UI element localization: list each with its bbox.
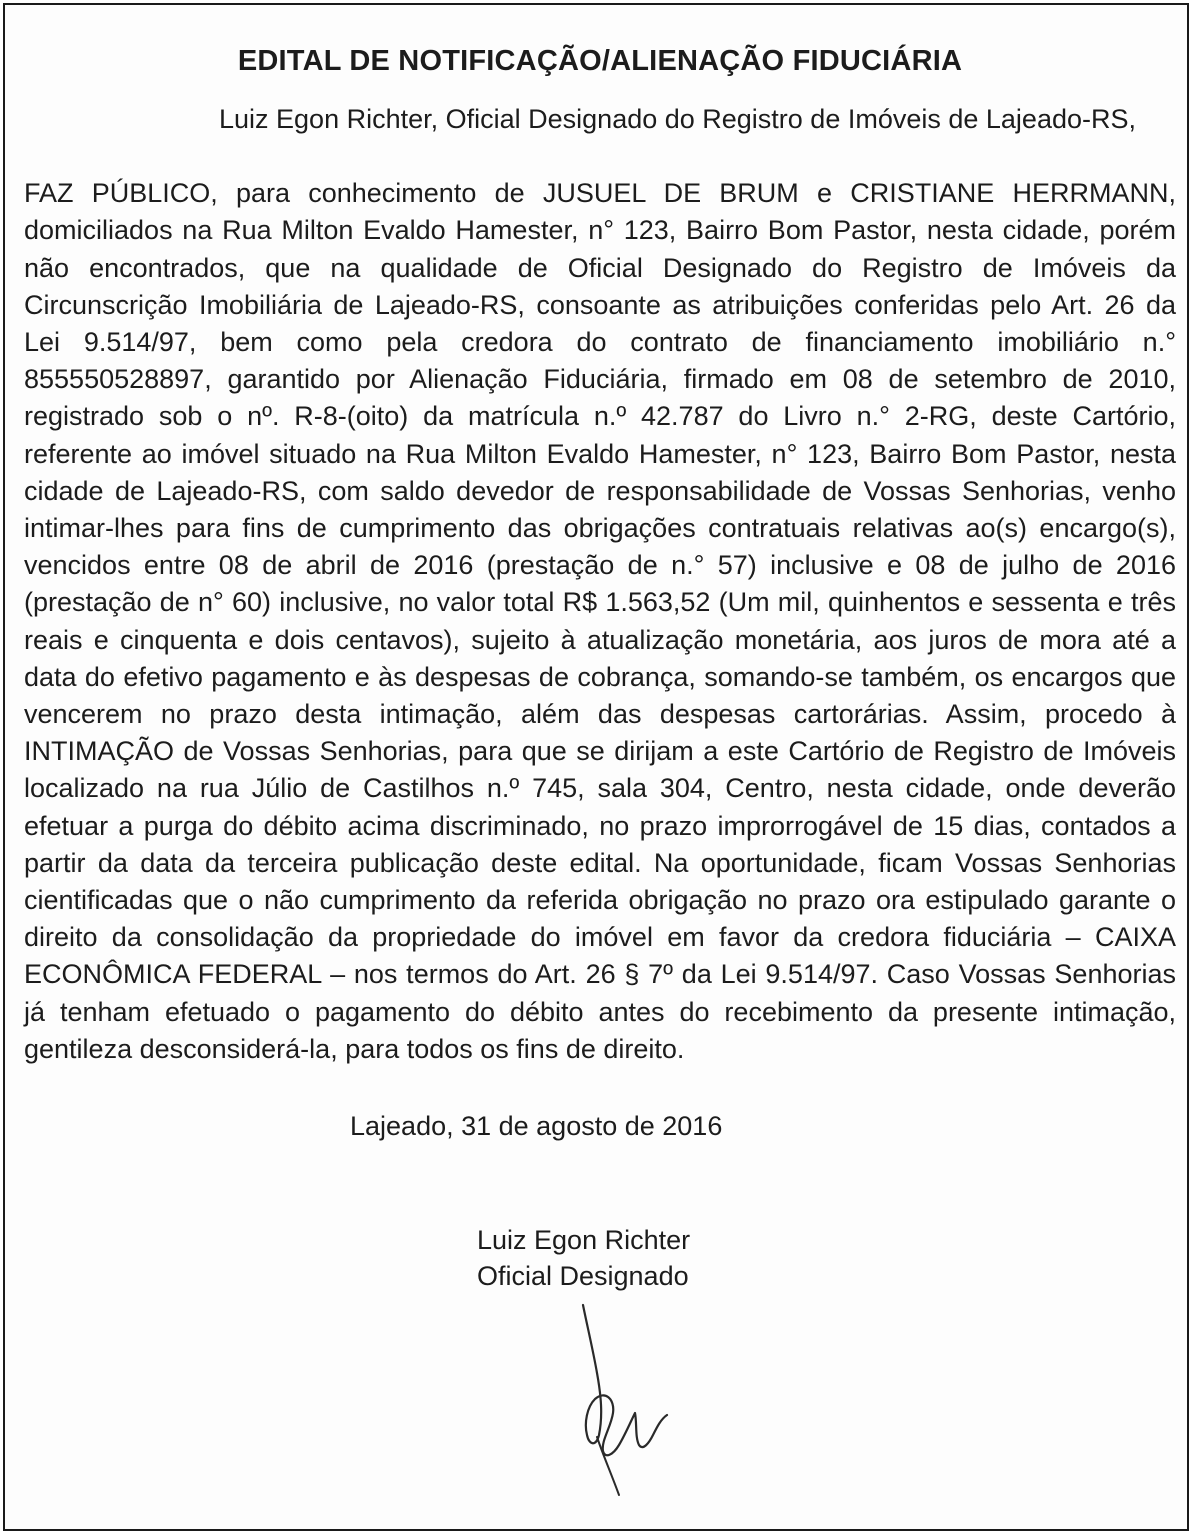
body-paragraph: FAZ PÚBLICO, para conhecimento de JUSUEL DE BRUM e CRISTIANE HERRMANN, domiciliados na Rua Milton Evaldo Hamester, n° 123, Bairro Bom Pastor, nesta cidade, porém não encontrados, que na qualidade de Oficial Designado do Registro de Imóveis da Circunscrição Imobiliária de Lajeado-RS, consoante as atribuições conferidas pelo Art. 26 da Lei 9.514/97, bem como pela credora do contrato de financiamento imobiliário n.° 855550528897, garantido por Alienação Fiduciária, firmado em 08 de setembro de 2010, registrado sob o nº. R-8-(oito) da matrícula n.º 42.787 do Livro n.° 2-RG, deste Cartório, referente ao imóvel situado na Rua Milton Evaldo Hamester, n° 123, Bairro Bom Pastor, nesta cidade de Lajeado-RS, com saldo devedor de responsabilidade de Vossas Senhorias, venho intimar-lhes para fins de cumprimento das obrigações contratuais relativas ao(s) encargo(s), vencidos entre 08 de abril de 2016 (prestação de n.° 57) inclusive e 08 de julho de 2016 (prestação de n° 60) inclusive, no valor total R$ 1.563,52 (Um mil, quinhentos e sessenta e três reais e cinquenta e dois centavos), sujeito à atualização monetária, aos juros de mora até a data do efetivo pagamento e às despesas de cobrança, somando-se também, os encargos que vencerem no prazo desta intimação, além das despesas cartorárias. Assim, procedo à INTIMAÇÃO de Vossas Senhorias, para que se dirijam a este Cartório de Registro de Imóveis localizado na rua Júlio de Castilhos n.º 745, sala 304, Centro, nesta cidade, onde deverão efetuar a purga do débito acima discriminado, no prazo improrrogável de 15 dias, contados a partir da data da terceira publicação deste edital. Na oportunidade, ficam Vossas Senhorias cientificadas que o não cumprimento da referida obrigação no prazo ora estipulado garante o direito da consolidação da propriedade do imóvel em favor da credora fiduciária – CAIXA ECONÔMICA FEDERAL – nos termos do Art. 26 § 7º da Lei 9.514/97. Caso Vossas Senhorias já tenham efetuado o pagamento do débito antes do recebimento da presente intimação, gentileza desconsiderá-la, para todos os fins de direito. [24,178,1176,1064]
intro-paragraph: Luiz Egon Richter, Oficial Designado do Registro de Imóveis de Lajeado-RS, [219,104,1136,134]
handwritten-signature-icon [553,1295,673,1500]
date-line: Lajeado, 31 de agosto de 2016 [350,1111,723,1142]
edital-page [3,3,1189,1531]
signature-block [24,1222,1176,1294]
edital-content [24,35,1176,1294]
signer-role: Oficial Designado [477,1261,689,1292]
signer-name: Luiz Egon Richter [477,1225,691,1256]
document-title: EDITAL DE NOTIFICAÇÃO/ALIENAÇÃO FIDUCIÁRIA [237,45,963,77]
